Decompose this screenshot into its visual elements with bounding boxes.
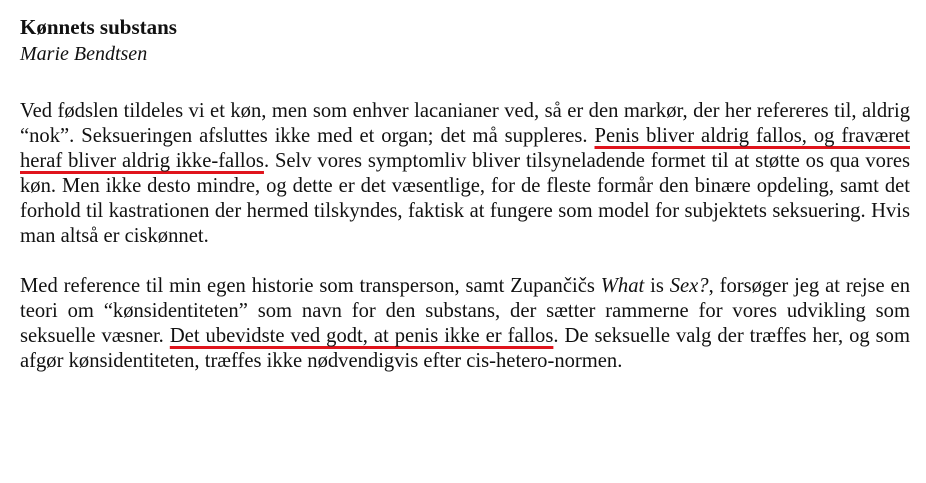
paragraph-1 [20, 99, 910, 249]
paragraph-2-text-start: Med reference til min egen historie som transperson, samt Zupančičs [20, 275, 601, 297]
paragraph-1-text-after: . Selv vores symptomliv bliver tilsyneladende formet til at støtte os qua vores køn. Men ikke desto mindre, og dette er det væsentlige, for de fleste formår den binære opdeling, samt det forhold til kastrationen der hermed tilskyndes, faktisk at fungere som model for subjektets seksuering. Hvis man altså er ciskønnet. [20, 150, 910, 247]
paragraph-2-italic-sex: Sex? [669, 275, 709, 297]
paragraph-2-text-after: . De seksuelle valg der træffes her, og som afgør kønsidentiteten, træffes ikke nødvendigvis efter cis-hetero-normen. [20, 325, 910, 372]
paragraph-1-underlined-sentence: Penis bliver aldrig fallos, og fraværet heraf bliver aldrig ikke-fallos [20, 125, 910, 172]
document-title: Kønnets substans [20, 15, 177, 39]
paragraph-2-text-is: is [644, 275, 670, 297]
paragraph-2-italic-what: What [600, 275, 645, 297]
document-author: Marie Bendtsen [20, 43, 148, 65]
paragraph-2-underlined-sentence: Det ubevidste ved godt, at penis ikke er fallos [169, 325, 554, 347]
paragraph-1-text-before: Ved fødslen tildeles vi et køn, men som enhver lacanianer ved, så er den markør, der her refereres til, aldrig “nok”. Seksueringen afsluttes ikke med et organ; det må suppleres. [20, 100, 910, 147]
paragraph-2-text-before: , forsøger jeg at rejse en teori om “kønsidentiteten” som navn for den substans, der sætter rammerne for vores udvikling som seksuelle væsner. [20, 275, 910, 347]
document-page [20, 14, 910, 374]
paragraph-2 [20, 274, 910, 374]
